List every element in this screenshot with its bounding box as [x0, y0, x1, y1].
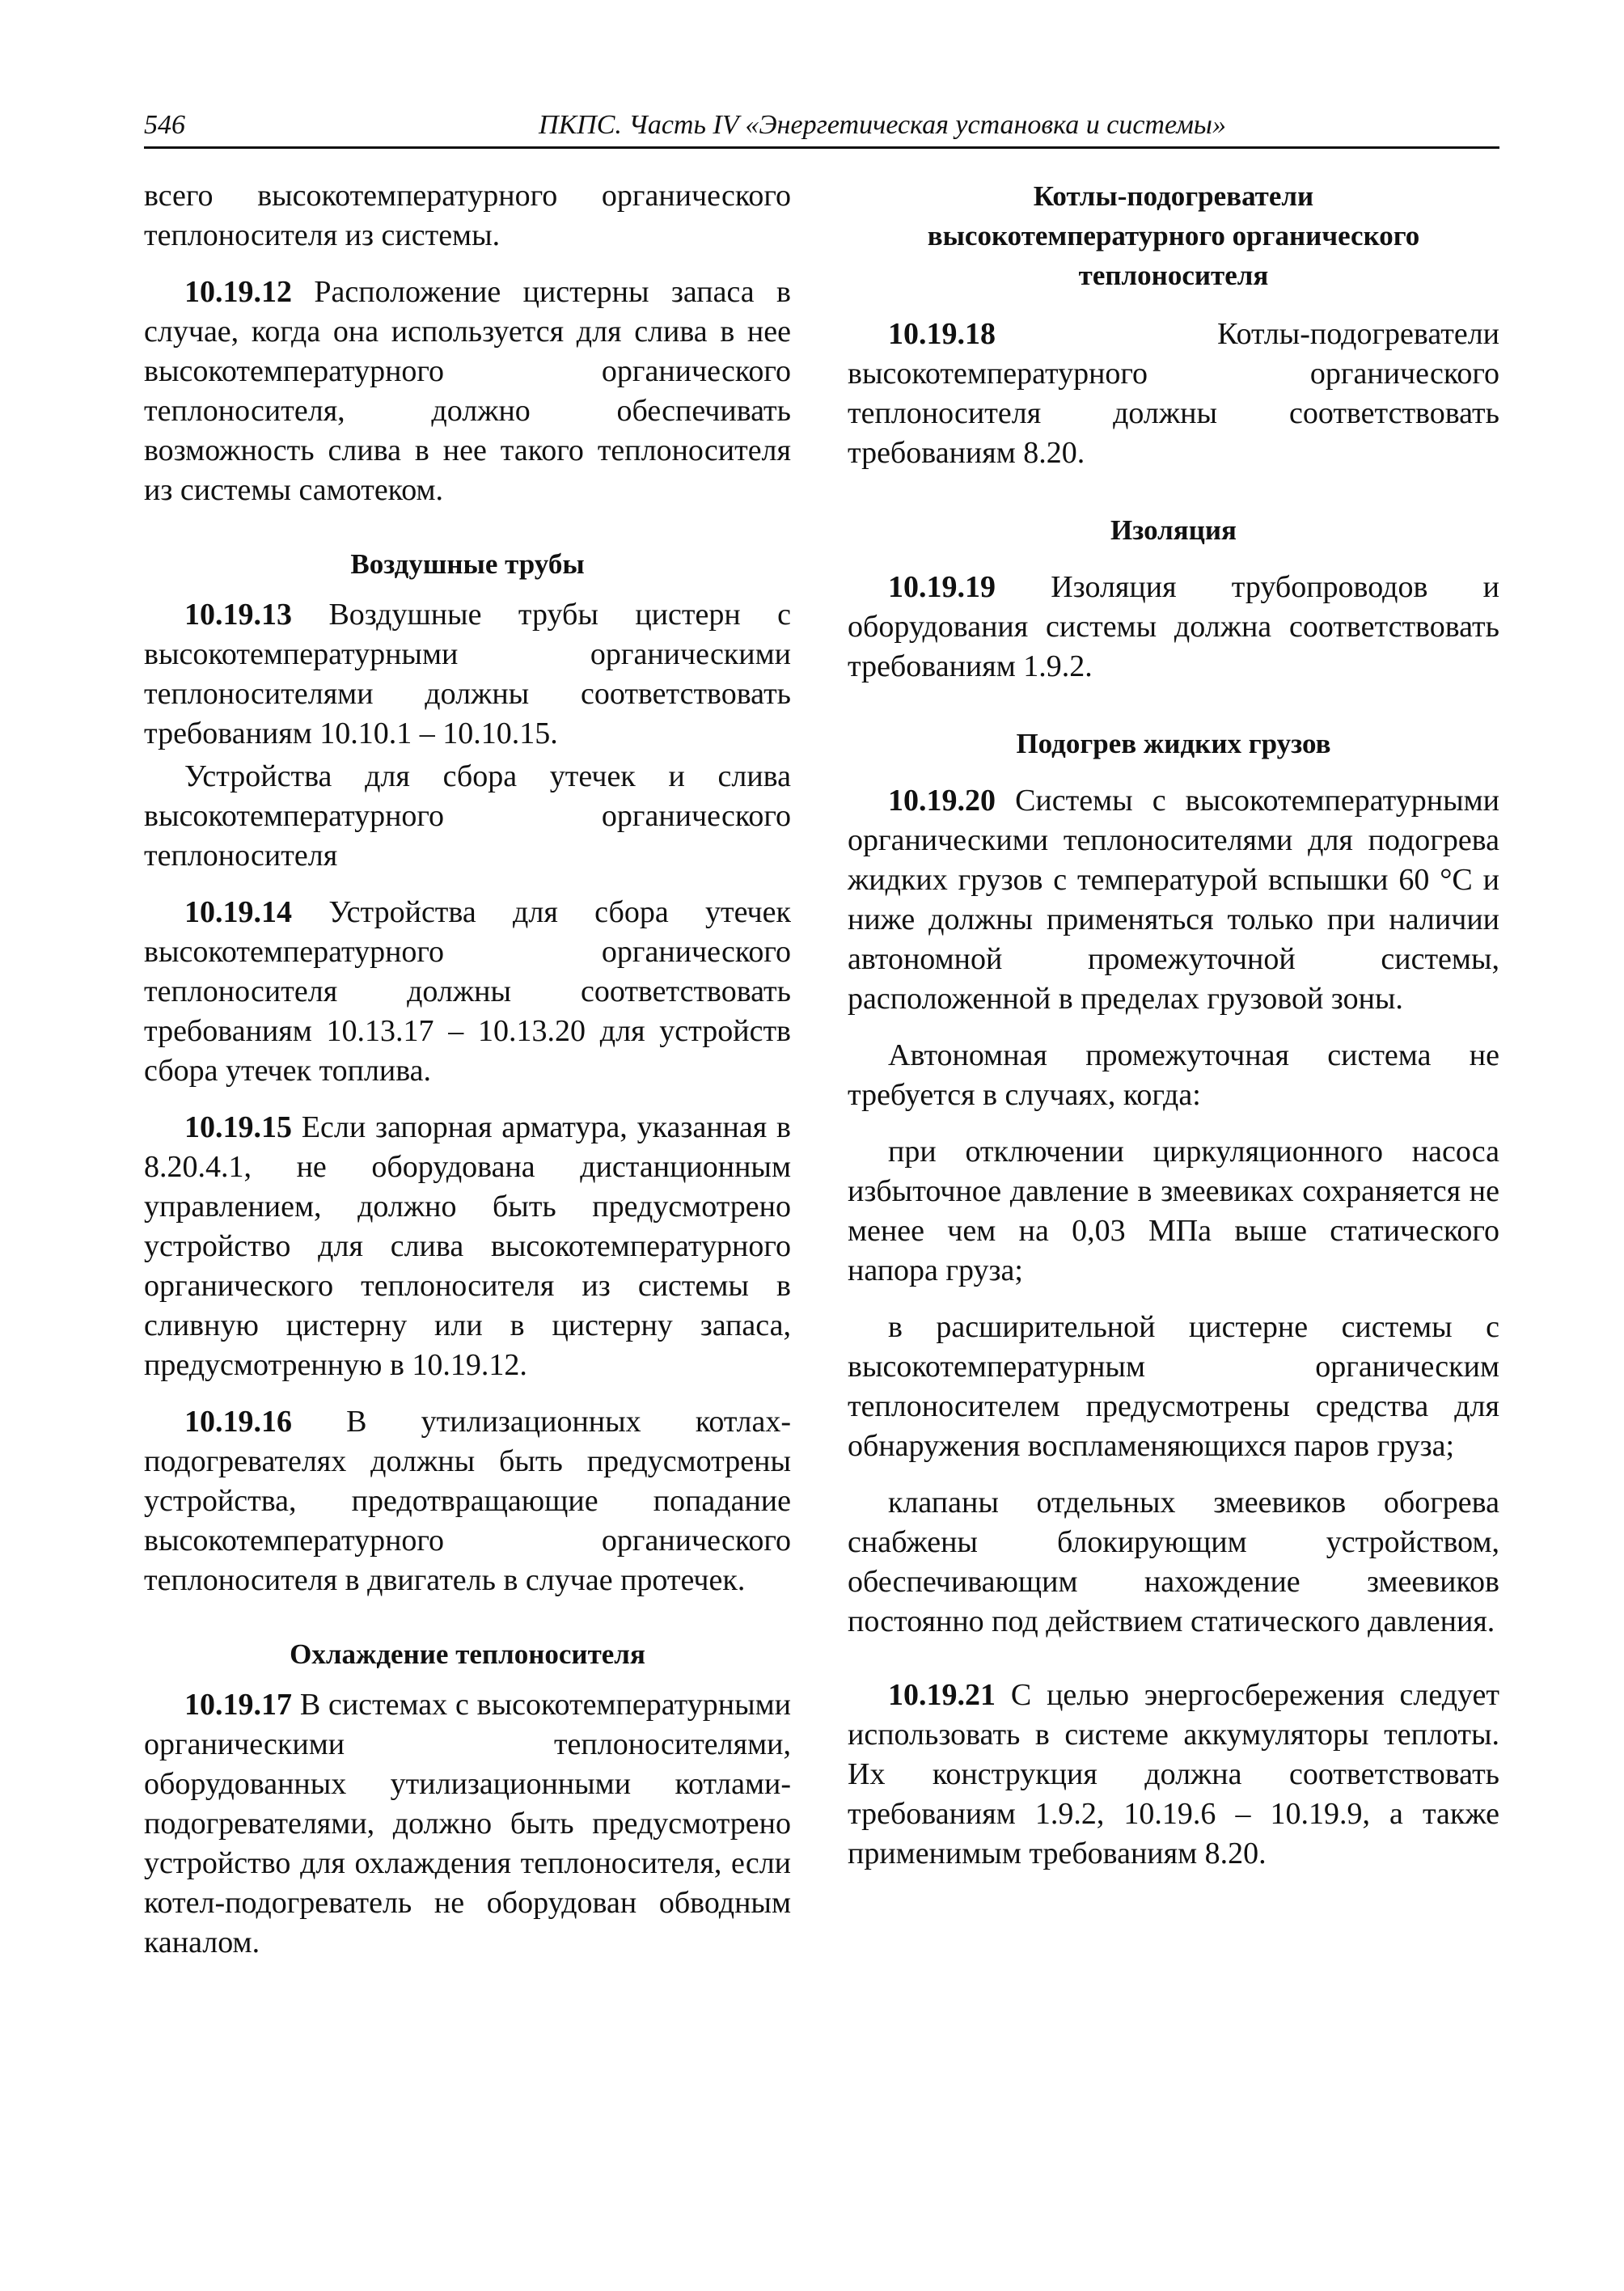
clause-text: Изоляция трубопроводов и оборудования системы должна соответствовать требованиям 1.9.2. [848, 570, 1499, 683]
clause-number: 10.19.20 [888, 784, 996, 818]
right-column [848, 176, 1499, 1891]
clause-10-19-17 [144, 1685, 791, 1963]
clause-number: 10.19.15 [184, 1110, 292, 1144]
clause-number: 10.19.18 [888, 317, 996, 351]
clause-number: 10.19.12 [184, 275, 292, 309]
section-heading-air-pipes: Воздушные трубы [350, 548, 585, 580]
clause-text: Устройства для сбора утечек высокотемпературного органического теплоносителя должны соответствовать требованиям 10.13.17 – 10.13.20 для устройств сбора утечек топлива. [144, 895, 791, 1088]
clause-number: 10.19.16 [184, 1405, 292, 1439]
page-number: 546 [144, 110, 185, 140]
clause-10-19-13 [144, 595, 791, 754]
clause-text: Если запорная арматура, указанная в 8.20.4.1, не оборудована дистанционным управлением, должно быть предусмотрено устройство для слива высокотемпературного органического теплоносителя из системы в сливную цистерну или в цистерну запаса, предусмотренную в 10.19.12. [144, 1110, 791, 1382]
list-case-3: клапаны отдельных змеевиков обогрева снабжены блокирующим устройством, обеспечивающим нахождение змеевиков постоянно под действием статического давления. [848, 1486, 1499, 1638]
clause-number: 10.19.17 [184, 1688, 292, 1722]
clause-text: С целью энергосбережения следует использовать в системе аккумуляторы теплоты. Их конструкция должна соответствовать требованиям 1.9.2, 10.19.6 – 10.19.9, а также применимым требованиям 8.20. [848, 1678, 1499, 1870]
clause-10-19-21 [848, 1676, 1499, 1874]
heading-line: высокотемпературного органического [927, 220, 1420, 252]
clause-10-19-15 [144, 1108, 791, 1385]
heading-line: теплоносителя [1078, 260, 1269, 291]
clause-text: Расположение цистерны запаса в случае, когда она используется для слива в нее высокотемпературного органического теплоносителя, должно обеспечивать возможность слива в нее такого теплоносителя из системы самотеком. [144, 275, 791, 507]
paragraph-autonomous-system: Автономная промежуточная система не требуется в случаях, когда: [848, 1038, 1499, 1112]
list-case-2: в расширительной цистерне системы с высокотемпературным органическим теплоносителем предусмотрены средства для обнаружения воспламеняющихся паров груза; [848, 1310, 1499, 1463]
clause-text: Котлы-подогреватели высокотемпературного органического теплоносителя должны соответствовать требованиям 8.20. [848, 317, 1499, 470]
left-column [144, 176, 791, 1980]
clause-text: Воздушные трубы цистерн с высокотемпературными органическими теплоносителями должны соответствовать требованиям 10.10.1 – 10.10.15. [144, 598, 791, 750]
clause-10-19-19 [848, 568, 1499, 687]
section-heading-insulation: Изоляция [1110, 514, 1237, 546]
running-title: ПКПС. Часть IV «Энергетическая установка и системы» [539, 110, 1226, 140]
clause-10-19-12 [144, 273, 791, 510]
heading-line: Котлы-подогреватели [1033, 180, 1314, 212]
clause-text: Системы с высокотемпературными органическими теплоносителями для подогрева жидких грузов с температурой вспышки 60 °С и ниже должны применяться только при наличии автономной промежуточной системы, расположенной в пределах грузовой зоны. [848, 784, 1499, 1016]
clause-10-19-14 [144, 893, 791, 1091]
clause-10-19-18 [848, 315, 1499, 473]
list-case-1: при отключении циркуляционного насоса избыточное давление в змеевиках сохраняется не менее чем на 0,03 МПа выше статического напора груза; [848, 1135, 1499, 1287]
clause-10-19-16 [144, 1402, 791, 1600]
subheading-leak-devices: Устройства для сбора утечек и слива высокотемпературного органического теплоносителя [144, 759, 791, 873]
page-header [144, 108, 1499, 149]
clause-number: 10.19.14 [184, 895, 292, 929]
section-heading-boilers [848, 176, 1499, 295]
clause-text: В системах с высокотемпературными органическими теплоносителями, оборудованных утилизационными котлами-подогревателями, должно быть предусмотрено устройство для охлаждения теплоносителя, если котел-подогреватель не оборудован обводным каналом. [144, 1688, 791, 1959]
clause-number: 10.19.21 [888, 1678, 996, 1712]
clause-number: 10.19.13 [184, 598, 292, 632]
clause-number: 10.19.19 [888, 570, 996, 604]
continued-paragraph: всего высокотемпературного органического теплоносителя из системы. [144, 179, 791, 252]
section-heading-cooling: Охлаждение теплоносителя [290, 1638, 645, 1670]
clause-10-19-20 [848, 781, 1499, 1019]
clause-text: В утилизационных котлах-подогревателях должны быть предусмотрены устройства, предотвращающие попадание высокотемпературного органического теплоносителя в двигатель в случае протечек. [144, 1405, 791, 1597]
section-heading-cargo-heating: Подогрев жидких грузов [1016, 728, 1331, 759]
